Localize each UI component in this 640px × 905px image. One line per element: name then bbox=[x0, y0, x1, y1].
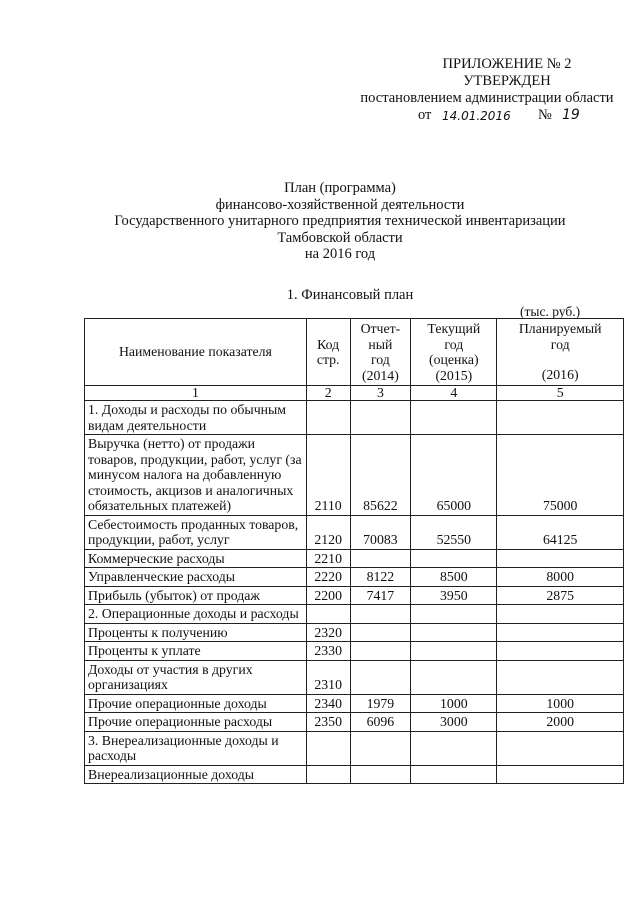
header-code-line: стр. bbox=[316, 352, 340, 367]
row-report-cell: 7417 bbox=[350, 586, 411, 605]
row-code-cell bbox=[306, 731, 350, 765]
row-current-cell bbox=[411, 623, 497, 642]
row-code-cell: 2320 bbox=[306, 623, 350, 642]
table-body bbox=[85, 401, 624, 784]
header-plan-spacer bbox=[499, 352, 621, 367]
row-name-cell: Прибыль (убыток) от продаж bbox=[85, 586, 307, 605]
header-name bbox=[85, 319, 307, 386]
section-title: 1. Финансовый план bbox=[286, 287, 414, 303]
row-code-cell: 2200 bbox=[306, 586, 350, 605]
table-row bbox=[85, 765, 624, 784]
row-current-cell bbox=[411, 549, 497, 568]
row-code-cell bbox=[306, 401, 350, 435]
document-title bbox=[60, 180, 620, 263]
header-current-line: (2015) bbox=[435, 367, 473, 383]
row-plan-cell: 2875 bbox=[497, 586, 624, 605]
row-plan-cell: 8000 bbox=[497, 568, 624, 587]
row-name-cell: Проценты к получению bbox=[85, 623, 307, 642]
row-current-cell bbox=[411, 765, 497, 784]
header-report-line: (2014) bbox=[362, 367, 399, 383]
header-current bbox=[411, 319, 497, 386]
row-report-cell bbox=[350, 401, 411, 435]
row-report-cell bbox=[350, 549, 411, 568]
header-code-line: Код bbox=[317, 336, 340, 352]
table-row bbox=[85, 660, 624, 694]
row-current-cell: 8500 bbox=[411, 568, 497, 587]
row-name-cell: 1. Доходы и расходы по обычным видам деятельности bbox=[85, 401, 307, 435]
row-current-cell bbox=[411, 660, 497, 694]
row-code-cell: 2350 bbox=[306, 713, 350, 732]
row-name-cell: Проценты к уплате bbox=[85, 642, 307, 661]
title-line-5: на 2016 год bbox=[304, 246, 376, 262]
row-name-cell: Доходы от участия в других организациях bbox=[85, 660, 307, 694]
row-plan-cell bbox=[497, 605, 624, 624]
row-current-cell: 52550 bbox=[411, 515, 497, 549]
row-code-cell: 2330 bbox=[306, 642, 350, 661]
header-row bbox=[85, 319, 624, 386]
number-label: № bbox=[538, 107, 552, 123]
table-row bbox=[85, 568, 624, 587]
appendix-label: ПРИЛОЖЕНИЕ № 2 bbox=[442, 56, 572, 72]
header-report-line: ный bbox=[368, 336, 393, 352]
resolution-label: постановлением администрации области bbox=[360, 90, 614, 106]
row-current-cell bbox=[411, 731, 497, 765]
handwritten-date: 14.01.2016 bbox=[442, 109, 511, 123]
row-plan-cell bbox=[497, 623, 624, 642]
header-report-line: год bbox=[370, 352, 390, 367]
from-label: от bbox=[418, 107, 432, 123]
row-code-cell: 2210 bbox=[306, 549, 350, 568]
row-current-cell bbox=[411, 401, 497, 435]
row-plan-cell: 2000 bbox=[497, 713, 624, 732]
row-plan-cell bbox=[497, 731, 624, 765]
column-number: 3 bbox=[350, 386, 411, 401]
row-report-cell bbox=[350, 623, 411, 642]
row-report-cell bbox=[350, 731, 411, 765]
row-plan-cell: 64125 bbox=[497, 515, 624, 549]
row-report-cell bbox=[350, 605, 411, 624]
row-report-cell bbox=[350, 642, 411, 661]
row-name-cell: Прочие операционные доходы bbox=[85, 694, 307, 713]
units-label: (тыс. руб.) bbox=[520, 304, 581, 319]
handwritten-number: 19 bbox=[562, 107, 580, 123]
table-row bbox=[85, 731, 624, 765]
row-report-cell bbox=[350, 660, 411, 694]
row-plan-cell: 75000 bbox=[497, 435, 624, 516]
column-number: 1 bbox=[85, 386, 307, 401]
table-row bbox=[85, 435, 624, 516]
row-code-cell: 2220 bbox=[306, 568, 350, 587]
row-name-cell: 2. Операционные доходы и расходы bbox=[85, 605, 307, 624]
row-current-cell: 3950 bbox=[411, 586, 497, 605]
row-report-cell: 1979 bbox=[350, 694, 411, 713]
row-report-cell: 8122 bbox=[350, 568, 411, 587]
header-name-text: Наименование показателя bbox=[118, 344, 272, 360]
table-row bbox=[85, 401, 624, 435]
row-report-cell: 6096 bbox=[350, 713, 411, 732]
row-code-cell: 2340 bbox=[306, 694, 350, 713]
row-report-cell bbox=[350, 765, 411, 784]
table-row bbox=[85, 623, 624, 642]
row-current-cell: 3000 bbox=[411, 713, 497, 732]
title-line-4: Тамбовской области bbox=[277, 229, 403, 246]
row-code-cell: 2120 bbox=[306, 515, 350, 549]
header-plan-line: год bbox=[550, 336, 570, 352]
row-current-cell: 1000 bbox=[411, 694, 497, 713]
row-current-cell: 65000 bbox=[411, 435, 497, 516]
row-report-cell: 70083 bbox=[350, 515, 411, 549]
row-plan-cell: 1000 bbox=[497, 694, 624, 713]
row-plan-cell bbox=[497, 660, 624, 694]
column-number: 5 bbox=[497, 386, 624, 401]
row-code-cell bbox=[306, 765, 350, 784]
row-code-cell bbox=[306, 605, 350, 624]
header-report-line: Отчет- bbox=[360, 321, 401, 336]
column-number: 2 bbox=[306, 386, 350, 401]
approval-block bbox=[352, 56, 622, 125]
row-report-cell: 85622 bbox=[350, 435, 411, 516]
table-row bbox=[85, 642, 624, 661]
table-row bbox=[85, 713, 624, 732]
header-plan-line: (2016) bbox=[541, 367, 579, 382]
header-plan bbox=[497, 319, 624, 386]
row-name-cell: Управленческие расходы bbox=[85, 568, 307, 587]
header-report bbox=[350, 319, 411, 386]
table-row bbox=[85, 515, 624, 549]
row-name-cell: Внереализационные доходы bbox=[85, 765, 307, 784]
row-code-cell: 2110 bbox=[306, 435, 350, 516]
table-row bbox=[85, 549, 624, 568]
row-code-cell: 2310 bbox=[306, 660, 350, 694]
row-name-cell: Коммерческие расходы bbox=[85, 549, 307, 568]
row-current-cell bbox=[411, 642, 497, 661]
column-number: 4 bbox=[411, 386, 497, 401]
column-number-row bbox=[85, 386, 624, 401]
row-plan-cell bbox=[497, 765, 624, 784]
approved-label: УТВЕРЖДЕН bbox=[463, 73, 551, 89]
header-code bbox=[306, 319, 350, 386]
header-current-line: Текущий bbox=[427, 321, 481, 336]
row-plan-cell bbox=[497, 549, 624, 568]
financial-plan-table bbox=[84, 318, 624, 784]
title-line-3: Государственного унитарного предприятия технической инвентаризации bbox=[114, 213, 566, 229]
table-row bbox=[85, 586, 624, 605]
table-row bbox=[85, 694, 624, 713]
row-name-cell: 3. Внереализационные доходы и расходы bbox=[85, 731, 307, 765]
header-plan-line: Планируемый bbox=[518, 321, 602, 336]
row-name-cell: Выручка (нетто) от продажи товаров, продукции, работ, услуг (за минусом налога на добавленную стоимость, акцизов и аналогичных обязательных платежей) bbox=[85, 435, 307, 516]
table-row bbox=[85, 605, 624, 624]
header-current-line: год bbox=[444, 336, 464, 352]
row-plan-cell bbox=[497, 401, 624, 435]
title-line-1: План (программа) bbox=[284, 180, 396, 196]
row-name-cell: Себестоимость проданных товаров, продукции, работ, услуг bbox=[85, 515, 307, 549]
header-current-line: (оценка) bbox=[429, 352, 479, 367]
row-plan-cell bbox=[497, 642, 624, 661]
row-current-cell bbox=[411, 605, 497, 624]
date-line bbox=[352, 107, 622, 125]
title-line-2: финансово-хозяйственной деятельности bbox=[215, 196, 465, 213]
row-name-cell: Прочие операционные расходы bbox=[85, 713, 307, 732]
